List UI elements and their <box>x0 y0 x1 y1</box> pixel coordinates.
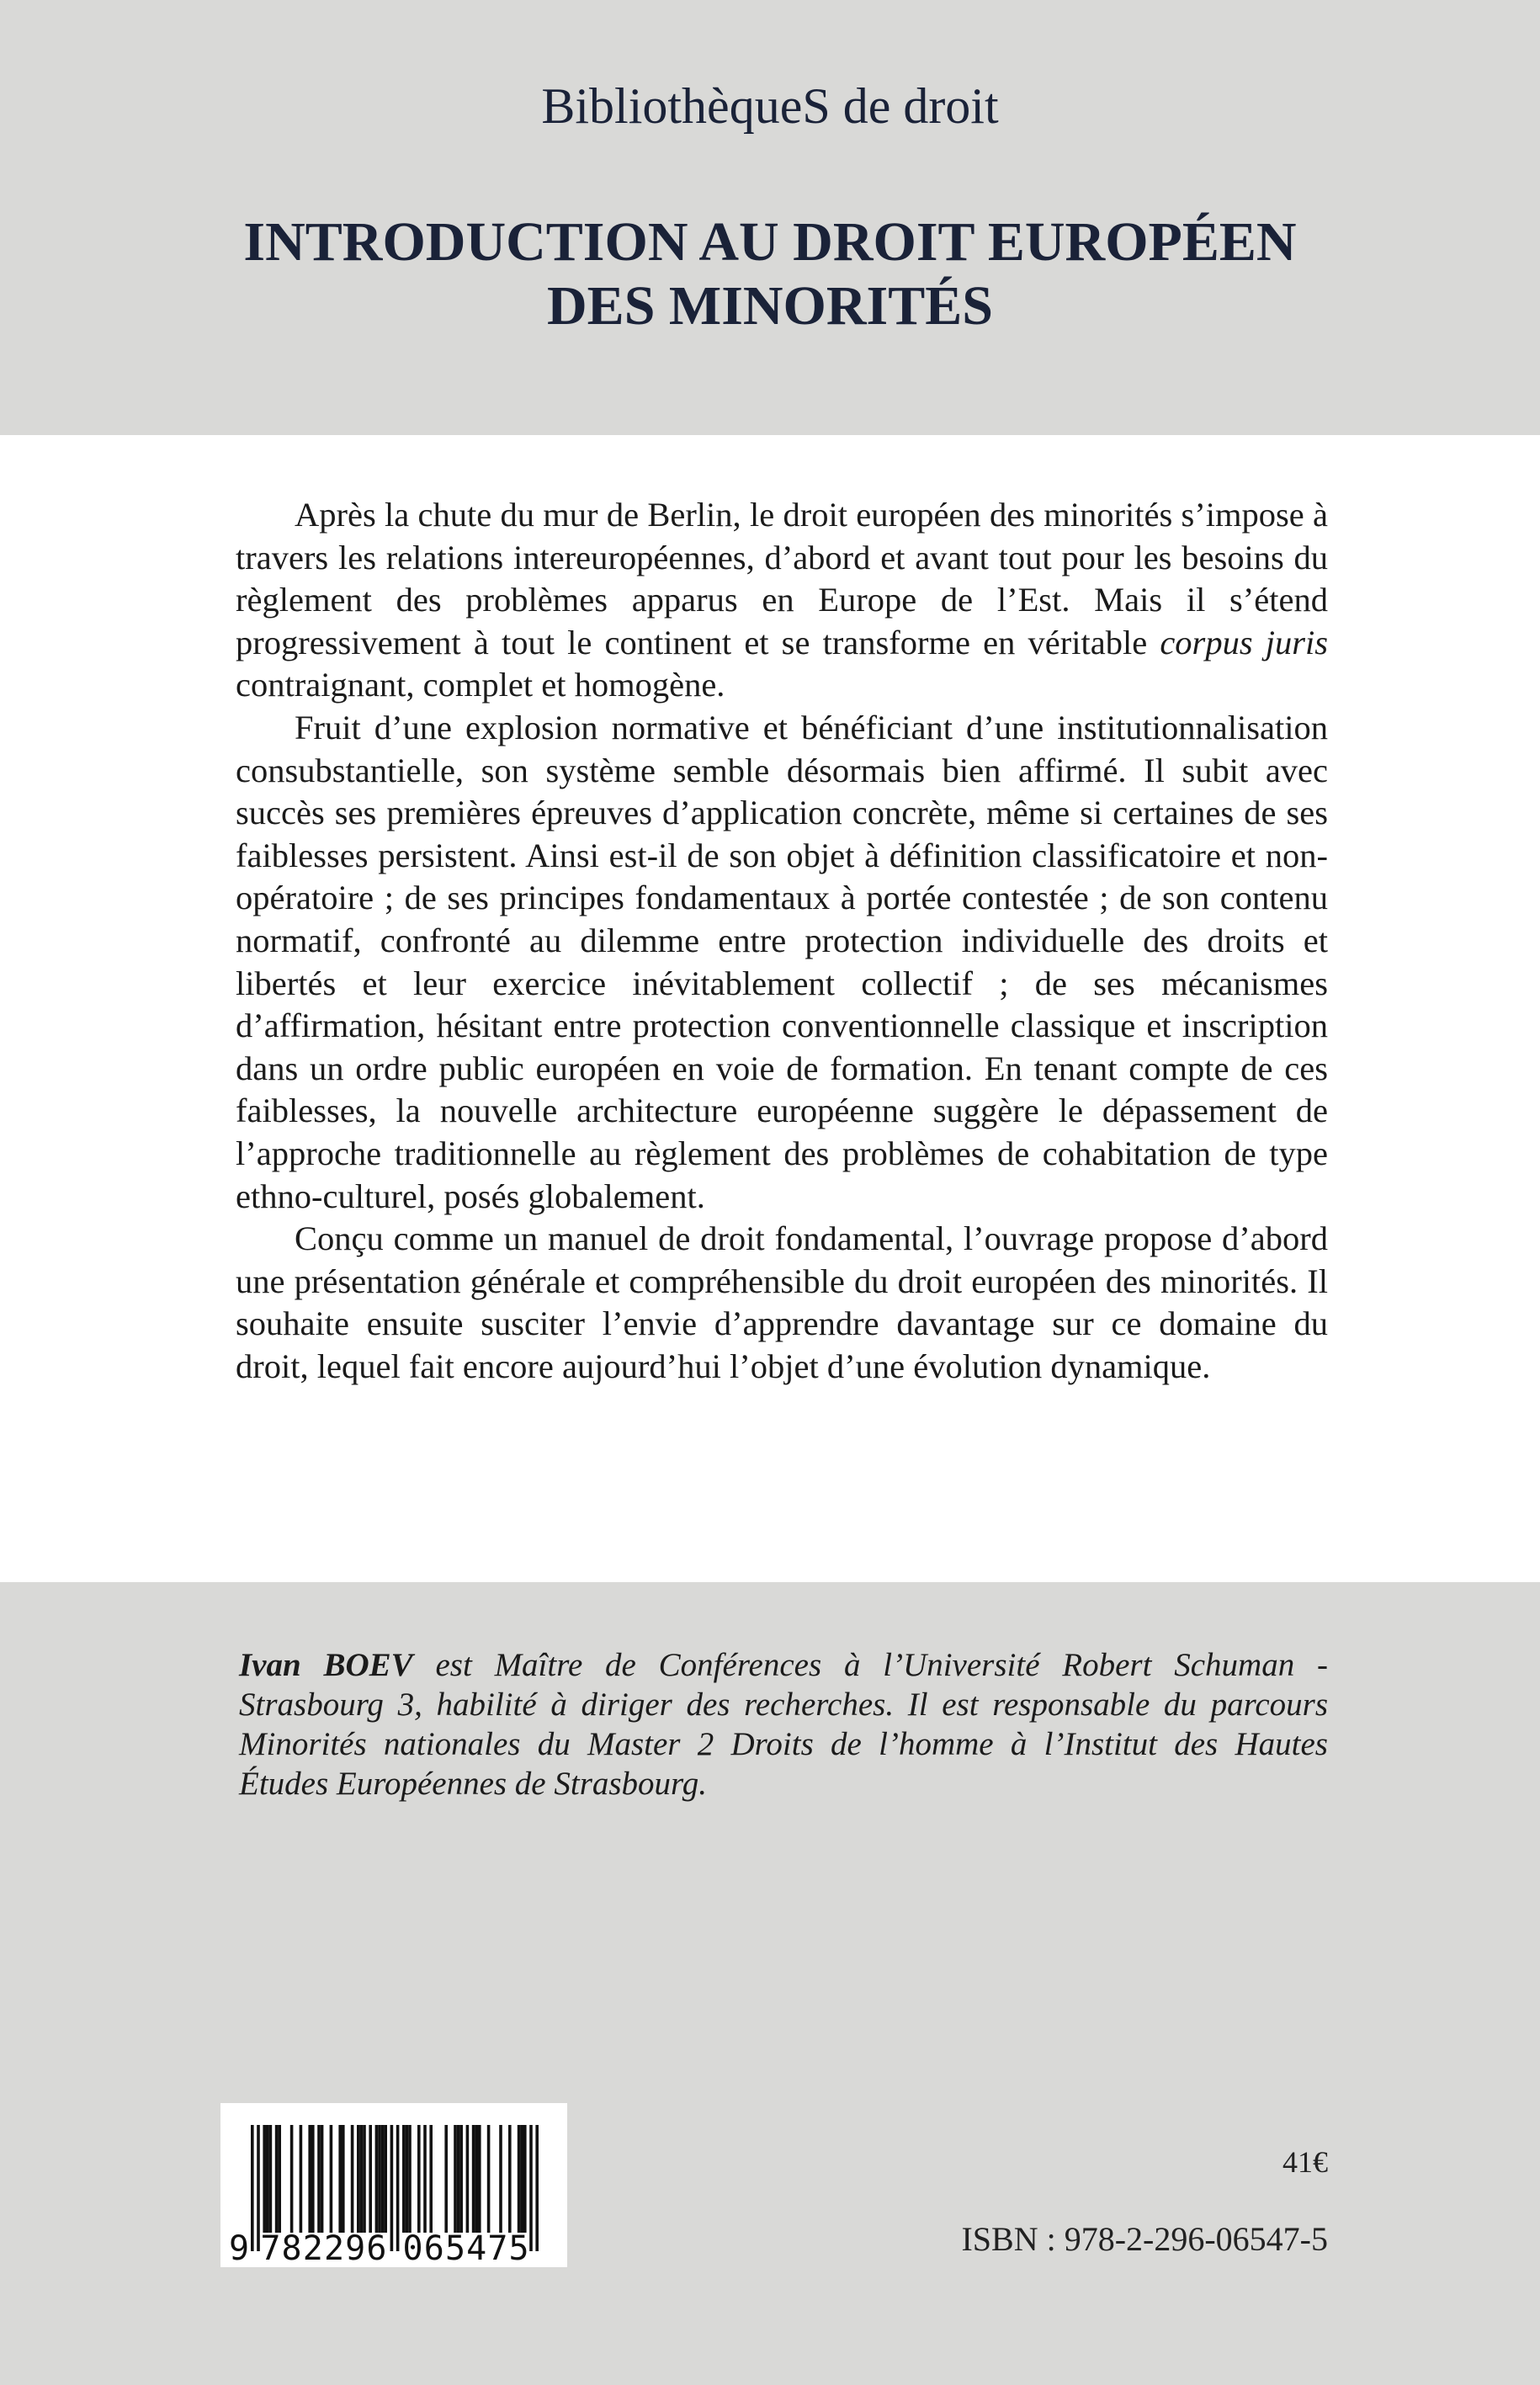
barcode-bar <box>457 2125 460 2233</box>
barcode-bar <box>330 2125 333 2233</box>
barcode-digit: 4 <box>466 2229 487 2267</box>
barcode-bar <box>423 2125 427 2233</box>
barcode-digit: 9 <box>229 2229 250 2267</box>
author-bio-text: est Maître de Conférences à l’Université Robert Schuman - Strasbourg 3, habilité à diriger des recherches. Il est responsable du parcours Minorités nationales du Master 2 Droits de l’homme à l’Institut des Hautes Études Européennes de Strasbourg. <box>239 1647 1328 1802</box>
barcode-bar <box>408 2125 412 2233</box>
barcode-bar <box>375 2125 379 2233</box>
isbn: ISBN : 978-2-296-06547-5 <box>961 2220 1328 2258</box>
author-name: Ivan BOEV <box>239 1647 413 1683</box>
barcode-digit: 5 <box>508 2229 529 2267</box>
barcode-digit: 5 <box>444 2229 466 2267</box>
barcode-bar <box>357 2125 360 2233</box>
barcode-bar <box>321 2125 324 2233</box>
barcode-bar <box>278 2125 281 2233</box>
summary-paragraph-3: Conçu comme un manuel de droit fondamental, l’ouvrage propose d’abord une présentation générale et compréhensible du droit européen des minorités. Il souhaite ensuite susciter l’envie d’apprendre davantage sur ce domaine du droit, lequel fait encore aujourd’hui l’objet d’une évolution dynamique. <box>236 1219 1328 1385</box>
barcode-digit: 9 <box>345 2229 366 2267</box>
barcode-bar <box>523 2125 527 2233</box>
barcode-bar <box>269 2125 273 2233</box>
barcode-digit: 6 <box>366 2229 387 2267</box>
barcode-bar <box>317 2125 321 2233</box>
barcode-bar <box>363 2125 366 2233</box>
barcode-bar <box>263 2125 266 2233</box>
barcode-bar <box>308 2125 311 2233</box>
barcode-bar <box>360 2125 364 2233</box>
barcode-digit: 7 <box>487 2229 508 2267</box>
barcode-bar <box>444 2125 448 2233</box>
summary-text <box>236 494 1328 1388</box>
barcode-bar <box>290 2125 294 2233</box>
barcode-bar <box>529 2125 533 2251</box>
barcode-digit: 2 <box>302 2229 323 2267</box>
barcode-bar <box>338 2125 342 2233</box>
book-title-line-1: INTRODUCTION AU DROIT EUROPÉEN <box>243 211 1297 273</box>
barcode-bar <box>378 2125 381 2233</box>
barcode-bar <box>520 2125 523 2233</box>
barcode-bar <box>351 2125 354 2233</box>
barcode-graphic <box>220 2103 567 2267</box>
barcode-bar <box>384 2125 387 2233</box>
series-name: BibliothèqueS de droit <box>541 78 999 134</box>
barcode-bar <box>390 2125 394 2251</box>
barcode-bar <box>402 2125 406 2233</box>
barcode-bar <box>396 2125 400 2251</box>
barcode-bar <box>487 2125 491 2233</box>
barcode-bar <box>311 2125 315 2233</box>
barcode-bar <box>472 2125 475 2233</box>
book-title-line-2: DES MINORITÉS <box>547 275 993 337</box>
barcode-bar <box>518 2125 521 2233</box>
summary-paragraph-1 <box>236 494 1328 707</box>
barcode-bar <box>369 2125 372 2233</box>
barcode-bar <box>251 2125 254 2251</box>
emphasis-corpus-juris: corpus juris <box>1160 623 1328 661</box>
barcode <box>220 2103 567 2267</box>
book-title <box>0 210 1540 338</box>
barcode-bar <box>342 2125 345 2233</box>
summary-panel <box>0 435 1540 1582</box>
header-band <box>0 0 1540 435</box>
barcode-bar <box>466 2125 470 2233</box>
barcode-bar <box>417 2125 421 2233</box>
barcode-bar <box>475 2125 478 2233</box>
author-bio <box>239 1645 1328 1803</box>
barcode-bar <box>429 2125 433 2233</box>
barcode-bar <box>406 2125 409 2233</box>
barcode-bar <box>478 2125 481 2233</box>
barcode-bar <box>257 2125 260 2251</box>
barcode-bar <box>459 2125 463 2233</box>
barcode-digit: 2 <box>323 2229 345 2267</box>
barcode-bar <box>300 2125 303 2233</box>
barcode-bar <box>275 2125 279 2233</box>
barcode-bar <box>454 2125 457 2233</box>
barcode-digit: 6 <box>423 2229 444 2267</box>
barcode-bar <box>266 2125 269 2233</box>
text-run: Après la chute du mur de Berlin, le droit européen des minorités s’impose à travers les relations intereuropéennes, d’abord et avant tout pour les besoins du règlement des problèmes apparus en Europe de l’Est. Mais il s’étend progressivement à tout le continent et se transforme en véritable <box>236 496 1328 661</box>
barcode-bar <box>535 2125 539 2251</box>
barcode-digit: 0 <box>402 2229 423 2267</box>
price: 41€ <box>1282 2145 1328 2179</box>
summary-paragraph-2: Fruit d’une explosion normative et bénéficiant d’une institutionnalisation consubstantielle, son système semble désormais bien affirmé. Il subit avec succès ses premières épreuves d’application concrète, même si certaines de ses faiblesses persistent. Ainsi est-il de son objet à définition classificatoire et non-opératoire ; de ses principes fondamentaux à portée contestée ; de son contenu normatif, confronté au dilemme entre protection individuelle des droits et libertés et leur exercice inévitablement collectif ; de ses mécanismes d’affirmation, hésitant entre protection conventionnelle classique et inscription dans un ordre public européen en voie de formation. En tenant compte de ces faiblesses, la nouvelle architecture européenne suggère le dépassement de l’approche traditionnelle au règlement des problèmes de cohabitation de type ethno-culturel, posés globalement. <box>236 708 1328 1215</box>
barcode-bar <box>499 2125 502 2233</box>
barcode-digit: 7 <box>260 2229 281 2267</box>
barcode-bar <box>381 2125 385 2233</box>
barcode-bar <box>508 2125 512 2233</box>
barcode-digit: 8 <box>281 2229 302 2267</box>
text-run: contraignant, complet et homogène. <box>236 666 725 704</box>
